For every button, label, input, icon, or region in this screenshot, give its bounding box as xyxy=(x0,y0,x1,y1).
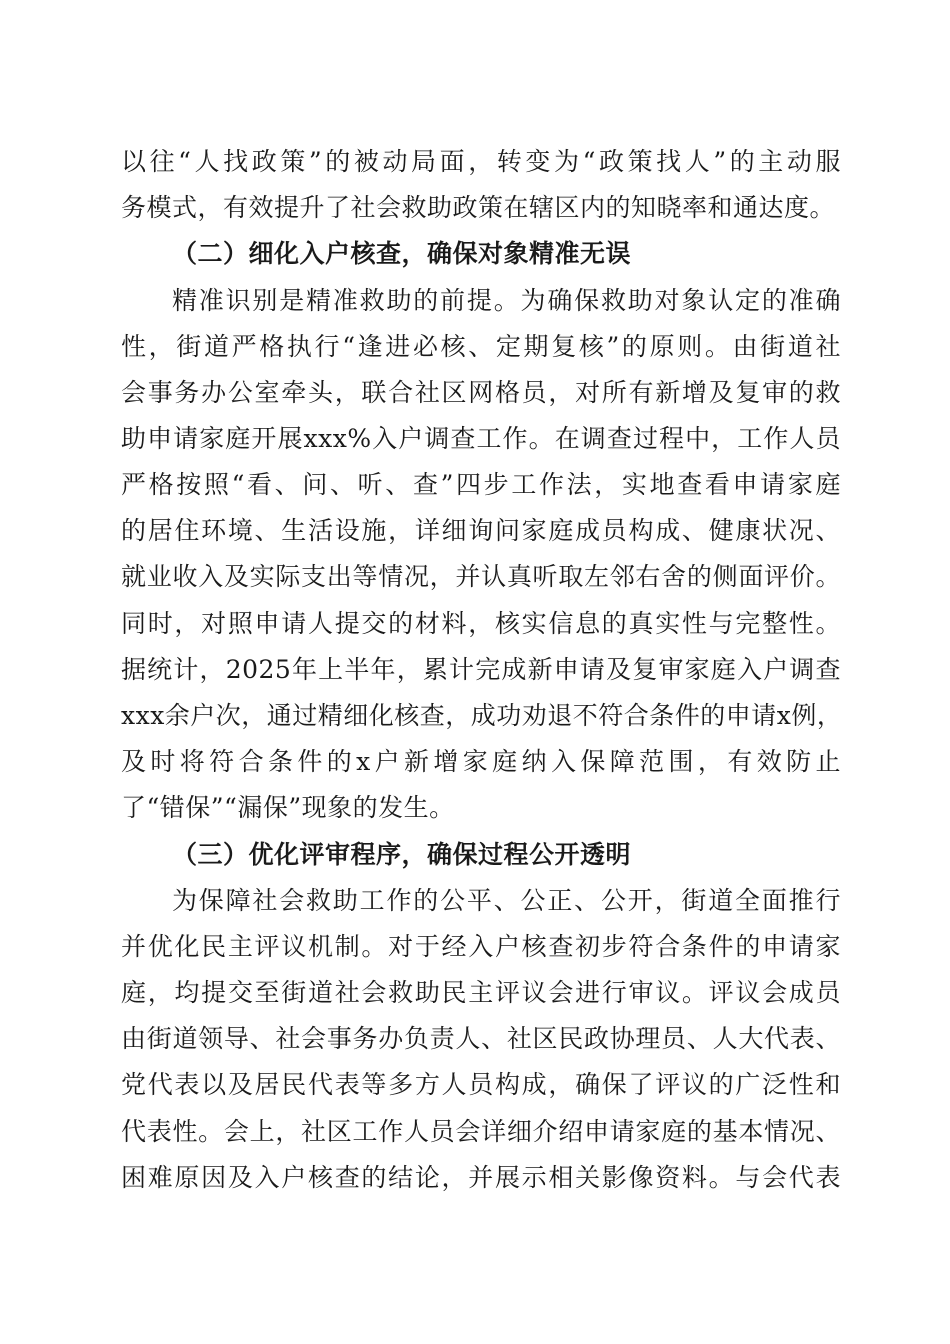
paragraph-line: 及时将符合条件的x户新增家庭纳入保障范围，有效防止 xyxy=(121,747,841,776)
paragraph-line: 严格按照“看、问、听、查”四步工作法，实地查看申请家庭 xyxy=(121,470,841,499)
section-heading-2: （二）细化入户核查，确保对象精准无误 xyxy=(172,239,632,268)
paragraph-line: 务模式，有效提升了社会救助政策在辖区内的知晓率和通达度。 xyxy=(121,193,836,222)
paragraph-line: 由街道领导、社会事务办负责人、社区民政协理员、人大代表、 xyxy=(121,1024,841,1053)
paragraph-line: 会事务办公室牵头，联合社区网格员，对所有新增及复审的救 xyxy=(121,378,841,407)
paragraph-line: 据统计，2025年上半年，累计完成新申请及复审家庭入户调查 xyxy=(121,655,841,684)
section-heading-3: （三）优化评审程序，确保过程公开透明 xyxy=(172,840,632,869)
paragraph-line: 精准识别是精准救助的前提。为确保救助对象认定的准确 xyxy=(172,286,841,315)
paragraph-line: 了“错保”“漏保”现象的发生。 xyxy=(121,793,455,822)
paragraph-line: xxx余户次，通过精细化核查，成功劝退不符合条件的申请x例， xyxy=(121,701,843,730)
paragraph-line: 党代表以及居民代表等多方人员构成，确保了评议的广泛性和 xyxy=(121,1070,841,1099)
paragraph-line: 助申请家庭开展xxx%入户调查工作。在调查过程中，工作人员 xyxy=(121,424,841,453)
paragraph-line: 就业收入及实际支出等情况，并认真听取左邻右舍的侧面评价。 xyxy=(121,562,841,591)
paragraph-line: 为保障社会救助工作的公平、公正、公开，街道全面推行 xyxy=(172,886,841,915)
paragraph-line: 庭，均提交至街道社会救助民主评议会进行审议。评议会成员 xyxy=(121,978,841,1007)
paragraph-line: 性，街道严格执行“逢进必核、定期复核”的原则。由街道社 xyxy=(121,332,841,361)
paragraph-line: 同时，对照申请人提交的材料，核实信息的真实性与完整性。 xyxy=(121,609,841,638)
paragraph-line: 以往“人找政策”的被动局面，转变为“政策找人”的主动服 xyxy=(121,147,841,176)
paragraph-line: 的居住环境、生活设施，详细询问家庭成员构成、健康状况、 xyxy=(121,516,841,545)
paragraph-line: 并优化民主评议机制。对于经入户核查初步符合条件的申请家 xyxy=(121,932,841,961)
paragraph-line: 代表性。会上，社区工作人员会详细介绍申请家庭的基本情况、 xyxy=(121,1117,841,1146)
paragraph-line: 困难原因及入户核查的结论，并展示相关影像资料。与会代表 xyxy=(121,1163,841,1192)
